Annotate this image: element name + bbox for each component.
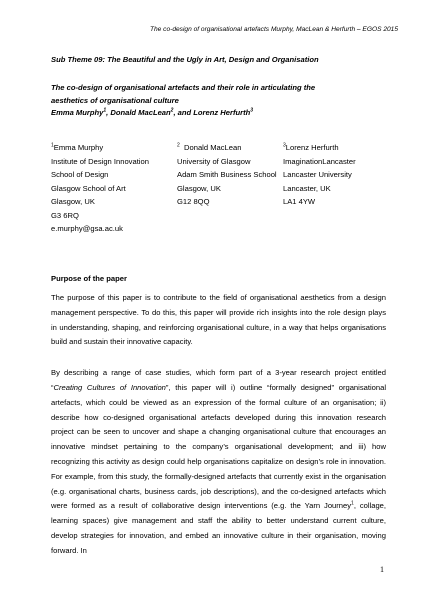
affiliation-line: School of Design bbox=[51, 170, 109, 179]
author-2: , Donald MacLean bbox=[106, 108, 171, 117]
author-email: e.murphy@gsa.ac.uk bbox=[51, 224, 123, 233]
affiliation-1 bbox=[51, 141, 149, 236]
sub-theme: Sub Theme 09: The Beautiful and the Ugly in Art, Design and Organisation bbox=[51, 55, 319, 64]
author-line bbox=[51, 107, 386, 119]
affiliation-1-sup: 1 bbox=[51, 142, 54, 149]
affiliation-line: Glasgow, UK bbox=[177, 183, 221, 193]
affiliation-line: Institute of Design Innovation bbox=[51, 156, 149, 166]
affiliations bbox=[51, 141, 386, 239]
affiliation-line: Glasgow, UK bbox=[51, 197, 95, 206]
author-1-sup: 1 bbox=[103, 107, 107, 114]
affiliation-line: Lorenz Herfurth bbox=[285, 143, 339, 152]
affiliation-line: G12 8QQ bbox=[177, 197, 210, 206]
affiliation-line: Lancaster University bbox=[283, 170, 352, 179]
affiliation-line: Donald MacLean bbox=[184, 143, 242, 152]
affiliation-line: Glasgow School of Art bbox=[51, 183, 126, 193]
affiliation-line: Lancaster, UK bbox=[283, 183, 331, 193]
paper-title bbox=[51, 81, 386, 107]
affiliation-3 bbox=[283, 141, 356, 209]
affiliation-2 bbox=[177, 141, 277, 209]
affiliation-line: G3 6RQ bbox=[51, 210, 79, 220]
footnote-marker: 1 bbox=[351, 500, 354, 507]
author-3-sup: 3 bbox=[250, 107, 254, 114]
author-3: , and Lorenz Herfurth bbox=[173, 108, 251, 117]
page-number: 1 bbox=[380, 565, 384, 574]
affiliation-3-sup: 3 bbox=[283, 142, 286, 149]
affiliation-2-sup: 2 bbox=[177, 142, 180, 149]
section-heading: Purpose of the paper bbox=[51, 274, 127, 283]
project-title: Creating Cultures of Innovation bbox=[53, 382, 166, 392]
affiliation-line: Emma Murphy bbox=[53, 143, 104, 152]
affiliation-line: ImaginationLancaster bbox=[283, 156, 356, 166]
title-line-2: aesthetics of organisational culture bbox=[51, 96, 179, 105]
paragraph-2: By describing a range of case studies, which form part of a 3-year research project entitled “Creating Cultures of Innovation”, this paper will i) outline “formally designed” organisational artefacts, which could be viewed as an expression of the formal culture of an organisation; ii) describe how co-designed organisational artefacts developed during this innovation research project can be seen to uncover and shape a changing organisational culture that encourages an innovative mindset pertaining to the company’s organisational development; and iii) how recognizing this activity as design could help organisations capitalize on design’s role in innovation. For example, from this study, the formally-designed artefacts that currently exist in the organisation (e.g. organisational charts, business cards, job descriptions), and the co-designed artefacts which were formed as a result of collaborative design interventions (e.g. the Yarn Journey$^1$, collage, learning spaces) give management and staff the ability to better understand current culture, develop strategies for innovation, and embed an innovative culture in their organisation, moving forward. In bbox=[51, 368, 387, 555]
author-2-sup: 2 bbox=[170, 107, 174, 114]
running-header: The co-design of organisational artefacts Murphy, MacLean & Herfurth – EGOS 2015 bbox=[149, 26, 398, 33]
title-line-1: The co-design of organisational artefacts and their role in articulating the bbox=[51, 83, 316, 92]
author-1: Emma Murphy bbox=[51, 108, 104, 117]
page-content bbox=[51, 50, 386, 559]
affiliation-line: University of Glasgow bbox=[177, 156, 251, 166]
affiliation-line: LA1 4YW bbox=[283, 197, 316, 206]
affiliation-line: Adam Smith Business School bbox=[177, 170, 277, 179]
paragraph-1: The purpose of this paper is to contribute to the field of organisational aesthetics from a design management perspective. To do this, this paper will provide rich insights into the role design plays in understanding, shaping, and reinforcing organisational culture, in a way that helps organisations build and sustain their innovative capacity. bbox=[51, 293, 386, 347]
